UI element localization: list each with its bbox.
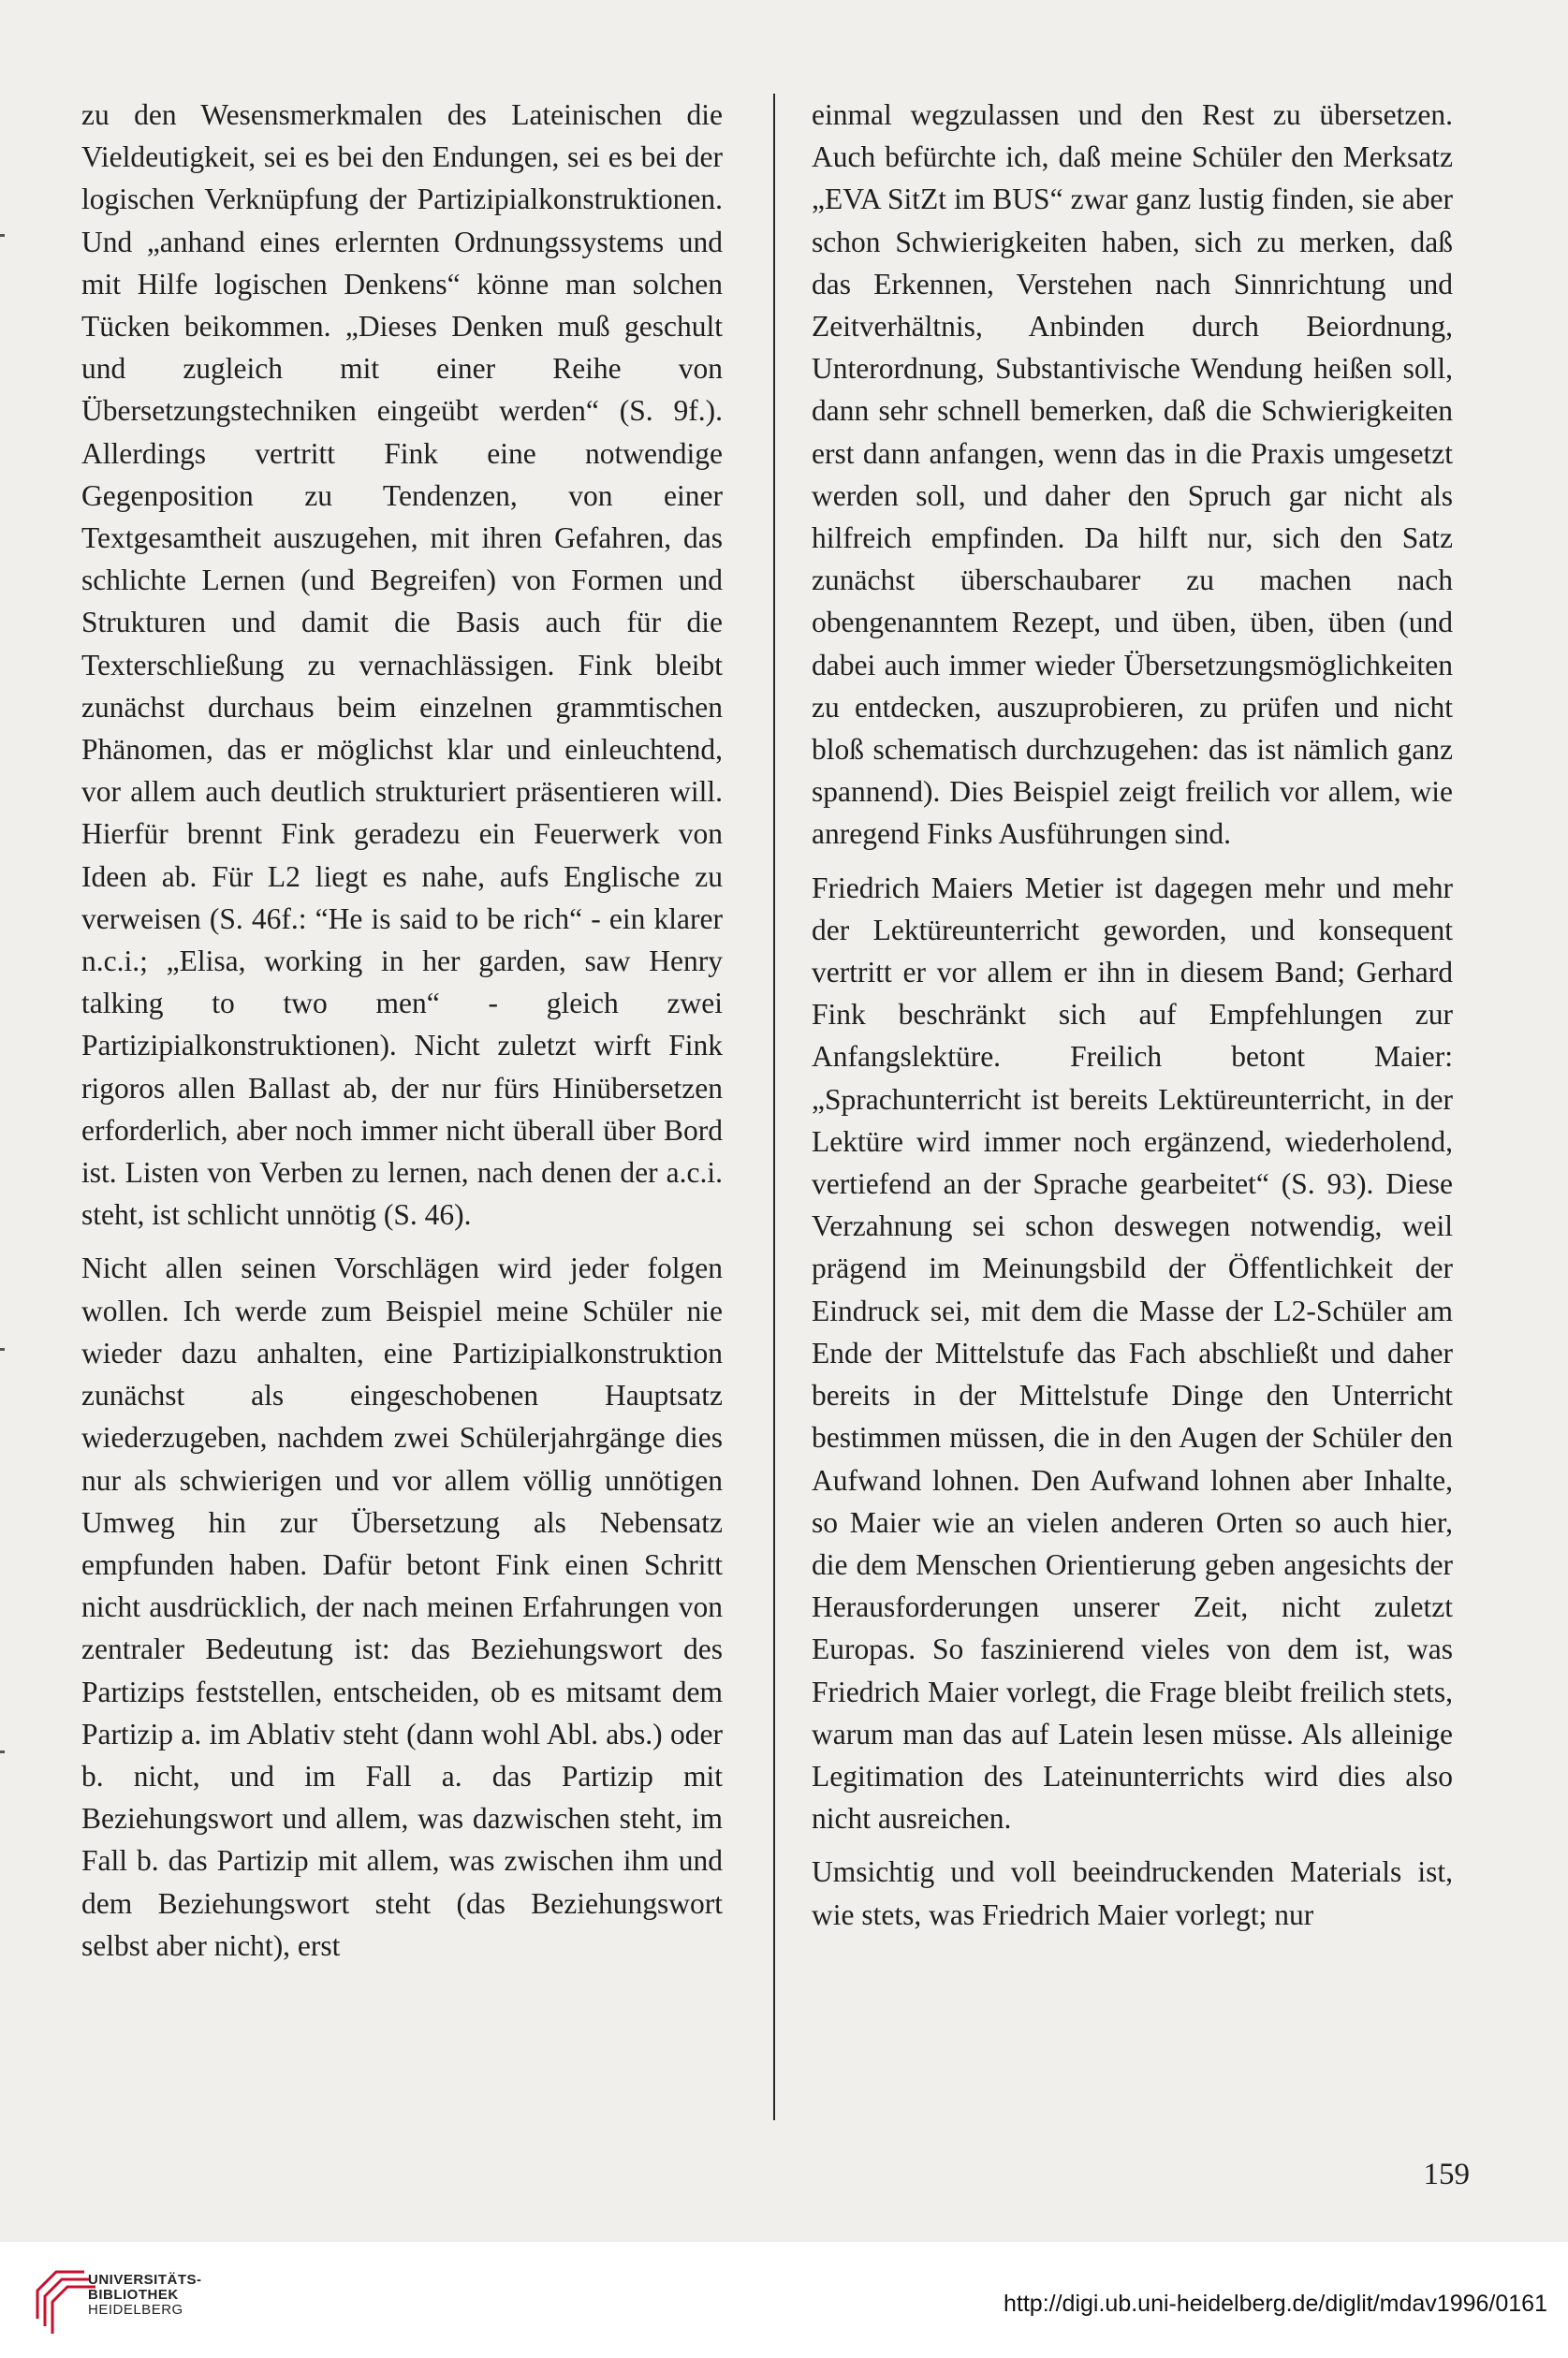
paragraph: einmal wegzulassen und den Rest zu übersetzen. Auch befürchte ich, daß meine Schüler den Merksatz „EVA SitZt im BUS“ zwar ganz lustig finden, sie aber schon Schwierigkeiten haben, sich zu merken, daß das Erkennen, Verstehen nach Sinnrichtung und Zeitverhältnis, Anbinden durch Beiordnung, Unterordnung, Substantivische Wendung heißen soll, dann sehr schnell bemerken, daß die Schwierigkeiten erst dann anfangen, wenn das in die Praxis umgesetzt werden soll, und daher den Spruch gar nicht als hilfreich empfinden. Da hilft nur, sich den Satz zunächst überschaubarer zu machen nach obengenanntem Rezept, und üben, üben, üben (und dabei auch immer wieder Übersetzungsmöglichkeiten zu entdecken, auszuprobieren, zu prüfen und nicht bloß schematisch durchzugehen: das ist nämlich ganz spannend). Dies Beispiel zeigt freilich vor allem, wie anregend Finks Ausführungen sind. — [812, 98, 1453, 851]
library-name-line: BIBLIOTHEK — [88, 2287, 179, 2303]
column-divider — [773, 94, 775, 2120]
paragraph: Friedrich Maiers Metier ist dagegen mehr und mehr der Lektüreunterricht geworden, und konsequent vertritt er vor allem er ihn in diesem Band; Gerhard Fink beschränkt sich auf Empfehlungen zur Anfangslektüre. Freilich betont Maier: „Sprachunterricht ist bereits Lektüreunterricht, in der Lektüre wird immer noch ergänzend, wiederholend, vertiefend an der Sprache gearbeitet“ (S. 93). Diese Verzahnung sei schon deswegen notwendig, weil prägend im Meinungsbild der Öffentlichkeit der Eindruck sei, mit dem die Masse der L2-Schüler am Ende der Mittelstufe das Fach abschließt und daher bereits in der Mittelstufe Dinge den Unterricht bestimmen müssen, die in den Augen der Schüler den Aufwand lohnen. Den Aufwand lohnen aber Inhalte, so Maier wie an vielen anderen Orten so auch hier, die dem Menschen Orientierung geben angesichts der Herausforderungen unserer Zeit, nicht zuletzt Europas. So faszinierend vieles von dem ist, was Friedrich Maier vorlegt, die Frage bleibt freilich stets, warum man das auf Latein lesen müsse. Als alleinige Legitimation des Lateinunterrichts wird dies also nicht ausreichen. — [812, 871, 1453, 1836]
paragraph: zu den Wesensmerkmalen des Lateinischen die Vieldeutigkeit, sei es bei den Endungen, sei es bei der logischen Verknüpfung der Partizipialkonstruktionen. Und „anhand eines erlernten Ordnungssystems und mit Hilfe logischen Denkens“ könne man solchen Tücken beikommen. „Dieses Denken muß geschult und zugleich mit einer Reihe von Übersetzungstechniken eingeübt werden“ (S. 9f.). Allerdings vertritt Fink eine notwendige Gegenposition zu Tendenzen, von einer Textgesamtheit auszugehen, mit ihren Gefahren, das schlichte Lernen (und Begreifen) von Formen und Strukturen und damit die Basis auch für die Texterschließung zu vernachlässigen. Fink bleibt zunächst durchaus beim einzelnen grammtischen Phänomen, das er möglichst klar und einleuchtend, vor allem auch deutlich strukturiert präsentieren will. Hierfür brennt Fink geradezu ein Feuerwerk von Ideen ab. Für L2 liegt es nahe, aufs Englische zu verweisen (S. 46f.: “He is said to be rich“ - ein klarer n.c.i.; „Elisa, working in her garden, saw Henry talking to two men“ - gleich zwei Partizipialkonstruktionen). Nicht zuletzt wirft Fink rigoros allen Ballast ab, der nur fürs Hinübersetzen erforderlich, aber noch immer nicht überall über Bord ist. Listen von Verben zu lernen, nach denen der a.c.i. steht, ist schlicht unnötig (S. 46). — [81, 98, 723, 1232]
paragraph: Umsichtig und voll beeindruckenden Materials ist, wie stets, was Friedrich Maier vorlegt; nur — [812, 1855, 1453, 1931]
library-name-line: HEIDELBERG — [88, 2302, 183, 2318]
page-number: 159 — [1423, 2158, 1470, 2191]
right-column — [812, 94, 1453, 1947]
scan-edge-mark — [0, 1348, 5, 1351]
scan-edge-mark — [0, 234, 5, 237]
left-column — [81, 94, 723, 1978]
footer-bar — [0, 2242, 1568, 2358]
paragraph: Nicht allen seinen Vorschlägen wird jeder folgen wollen. Ich werde zum Beispiel meine Schüler nie wieder dazu anhalten, eine Partizipialkonstruktion zunächst als eingeschobenen Hauptsatz wiederzugeben, nachdem zwei Schülerjahrgänge dies nur als schwierigen und vor allem völlig unnötigen Umweg hin zur Übersetzung als Nebensatz empfunden haben. Dafür betont Fink einen Schritt nicht ausdrücklich, der nach meinen Erfahrungen von zentraler Bedeutung ist: das Beziehungswort des Partizips feststellen, entscheiden, ob es mitsamt dem Partizip a. im Ablativ steht (dann wohl Abl. abs.) oder b. nicht, und im Fall a. das Partizip mit Beziehungswort und allem, was dazwischen steht, im Fall b. das Partizip mit allem, was zwischen ihm und dem Beziehungswort steht (das Beziehungswort selbst aber nicht), erst — [81, 1252, 723, 1962]
source-url-link[interactable]: http://digi.ub.uni-heidelberg.de/diglit/mdav1996/0161 — [1004, 2291, 1547, 2317]
scan-edge-mark — [0, 1750, 5, 1753]
library-name — [88, 2273, 202, 2318]
library-name-line: UNIVERSITÄTS- — [88, 2272, 202, 2288]
